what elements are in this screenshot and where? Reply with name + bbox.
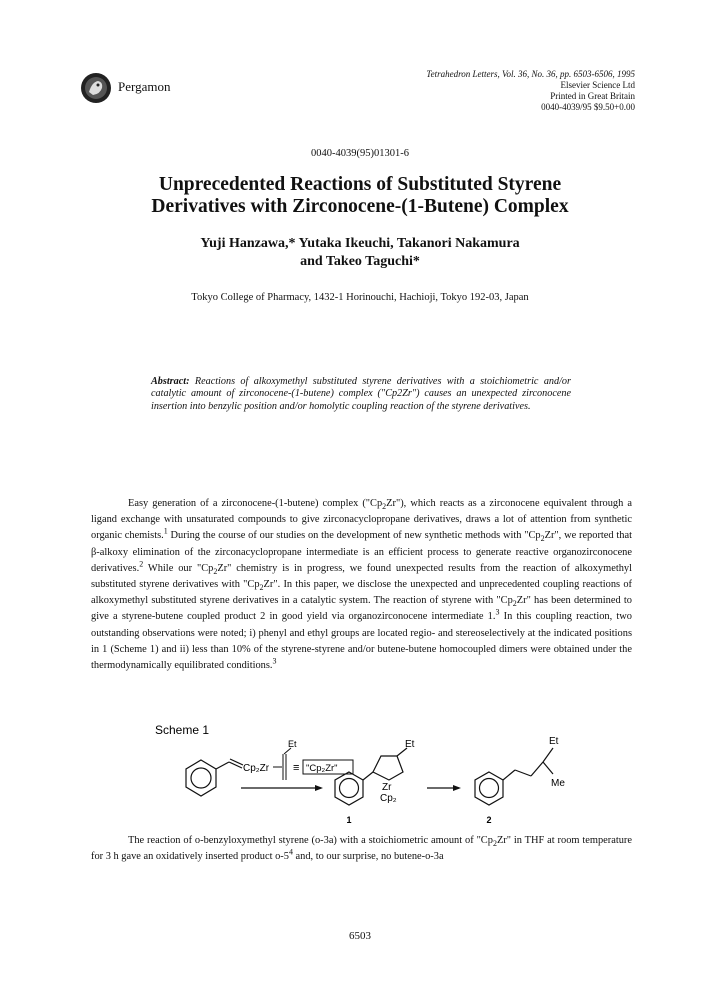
- abstract: [151, 376, 571, 413]
- reference-superscript: 3: [272, 656, 277, 666]
- ethyl-label: Et: [288, 739, 297, 749]
- body-paragraph-2: [91, 833, 632, 865]
- title-line-1: Unprecedented Reactions of Substituted Styrene: [158, 174, 562, 195]
- text-run: Zr", we reported that β-alkoxy elimination of the zirconacyclopropane intermediate is an efficient process to generate reactive organozirconocene derivatives.: [91, 530, 632, 574]
- reaction-arrow-2: [427, 785, 461, 791]
- scheme-1-diagram: [91, 720, 632, 830]
- text-run: While our "Cp: [143, 562, 214, 574]
- methyl-label: Me: [551, 778, 565, 789]
- reference-superscript: 3: [495, 607, 500, 617]
- authors-line-2: and Takeo Taguchi*: [300, 254, 420, 269]
- abstract-label: Abstract:: [151, 376, 190, 387]
- journal-publisher: Elsevier Science Ltd: [560, 80, 635, 90]
- ethyl-label-intermediate: Et: [405, 739, 415, 750]
- subscript: 2: [492, 839, 497, 849]
- product-2-structure: [475, 748, 553, 805]
- authors: [0, 235, 720, 271]
- journal-issn: 0040-4039/95 $9.50+0.00: [541, 102, 635, 112]
- pergamon-logo-icon: [80, 72, 112, 104]
- affiliation: Tokyo College of Pharmacy, 1432-1 Horinouchi, Hachioji, Tokyo 192-03, Japan: [191, 292, 529, 303]
- subscript: 2: [512, 599, 517, 609]
- text-run: Zr" has been determined to give a styrene-butene coupled product 2 in good yield via organozirconocene intermediate 1.: [91, 595, 632, 623]
- authors-line-1: Yuji Hanzawa,* Yutaka Ikeuchi, Takanori Nakamura: [200, 236, 520, 251]
- page-number: 6503: [349, 930, 371, 942]
- cp2zr-reagent: Cp₂Zr: [243, 763, 270, 774]
- compound-number-1: 1: [346, 815, 352, 825]
- zr-label: Zr: [382, 782, 392, 793]
- reaction-arrow-1: [241, 785, 323, 791]
- title-line-2: Derivatives with Zirconocene-(1-Butene) Complex: [151, 196, 569, 217]
- journal-printed: Printed in Great Britain: [550, 91, 635, 101]
- subscript: 2: [213, 566, 218, 576]
- paragraph: [91, 496, 632, 674]
- cp2zr-box-label: "Cp₂Zr": [306, 763, 338, 774]
- ethyl-label-product: Et: [549, 736, 559, 747]
- reference-superscript: 1: [163, 526, 168, 536]
- paragraph: [91, 833, 632, 865]
- equals-sign: ≡: [293, 762, 300, 774]
- cp2-label: Cp₂: [380, 793, 397, 804]
- text-run: and, to our surprise, no butene-o-3a: [292, 851, 444, 863]
- journal-info: [426, 69, 635, 113]
- doi-code: 0040-4039(95)01301-6: [311, 148, 409, 159]
- text-run: Zr" chemistry is in progress, we found unexpected results from the reaction of alkoxymethyl substituted styrene derivatives with "Cp: [91, 562, 632, 591]
- reference-superscript: 2: [139, 559, 144, 569]
- paper-title: [0, 174, 720, 218]
- journal-citation: Tetrahedron Letters, Vol. 36, No. 36, pp. 6503-6506, 1995: [426, 69, 635, 79]
- text-run: Easy generation of a zirconocene-(1-butene) complex ("Cp: [128, 498, 383, 509]
- subscript: 2: [382, 502, 387, 512]
- text-run: During the course of our studies on the development of new synthetic methods with "Cp: [167, 530, 541, 542]
- styrene-structure: [186, 759, 243, 796]
- body-paragraph-1: [91, 496, 632, 674]
- reference-superscript: 4: [288, 847, 293, 857]
- abstract-text: Reactions of alkoxymethyl substituted styrene derivatives with a stoichiometric and/or catalytic amount of zirconocene-(1-butene) complex ("Cp2Zr") causes an unexpected zirconocene insertion into benzylic position and/or homolytic coupling reaction of the styrene derivatives.: [151, 376, 571, 412]
- text-run: Zr". In this paper, we disclose the unexpected and unprecedented coupling reactions of alkoxymethyl substituted styrene derivatives in a catalytic system. The reaction of styrene with "Cp: [91, 579, 632, 607]
- text-run: Zr"), which reacts as a zirconocene equivalent through a ligand exchange with unsaturated compounds to give zirconacyclopropane derivatives, draws a lot of attention from synthetic organic chemists.: [91, 498, 632, 542]
- butene-complex-bonds: [273, 748, 291, 780]
- text-run: Zr" in THF at room temperature for 3 h gave an oxidatively inserted product o-5: [91, 835, 632, 863]
- publisher-name: Pergamon: [118, 79, 171, 94]
- compound-number-2: 2: [486, 815, 492, 825]
- subscript: 2: [259, 583, 264, 593]
- scheme-label: Scheme 1: [155, 723, 210, 737]
- text-run: In this coupling reaction, two outstanding observations were noted; i) phenyl and ethyl groups are located regio- and stereoselectively at the indicated positions in 1 (Scheme 1) and ii) less than 10% of the styrene-styrene and/or butene-butene homocoupled dimers were obtained under the thermodynamically equilibrated conditions.: [91, 611, 632, 672]
- text-run: The reaction of o-benzyloxymethyl styrene (o-3a) with a stoichiometric amount of "Cp: [128, 835, 493, 846]
- subscript: 2: [540, 534, 545, 544]
